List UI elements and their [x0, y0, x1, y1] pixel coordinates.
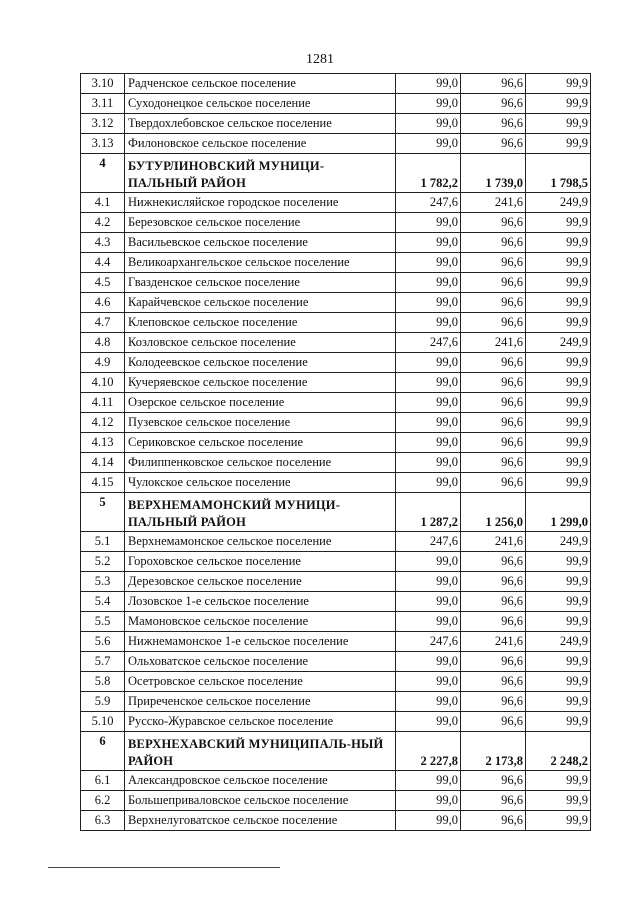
value-col-1: 1 287,2 [396, 493, 461, 532]
row-name: Васильевское сельское поселение [125, 233, 396, 253]
row-number: 5.6 [81, 632, 125, 652]
value-col-1: 247,6 [396, 532, 461, 552]
table-row [81, 811, 591, 831]
value-col-2: 96,6 [461, 74, 526, 94]
value-col-3: 99,9 [526, 612, 591, 632]
row-name: Клеповское сельское поселение [125, 313, 396, 333]
value-col-2: 96,6 [461, 672, 526, 692]
value-col-3: 99,9 [526, 233, 591, 253]
footer-divider [48, 867, 280, 868]
value-col-2: 96,6 [461, 393, 526, 413]
row-number: 4.8 [81, 333, 125, 353]
row-number: 4.14 [81, 453, 125, 473]
table-row [81, 552, 591, 572]
value-col-1: 99,0 [396, 273, 461, 293]
row-name: Русско-Журавское сельское поселение [125, 712, 396, 732]
value-col-1: 99,0 [396, 134, 461, 154]
table-row [81, 393, 591, 413]
value-col-1: 247,6 [396, 193, 461, 213]
row-number: 5.8 [81, 672, 125, 692]
row-number: 4.11 [81, 393, 125, 413]
value-col-2: 96,6 [461, 692, 526, 712]
row-name: Дерезовское сельское поселение [125, 572, 396, 592]
value-col-1: 99,0 [396, 791, 461, 811]
value-col-1: 99,0 [396, 313, 461, 333]
row-number: 4.1 [81, 193, 125, 213]
table-row [81, 114, 591, 134]
row-name: ВЕРХНЕМАМОНСКИЙ МУНИЦИ-ПАЛЬНЫЙ РАЙОН [125, 493, 396, 532]
value-col-1: 99,0 [396, 572, 461, 592]
value-col-1: 99,0 [396, 473, 461, 493]
table-body [81, 74, 591, 831]
district-row [81, 732, 591, 771]
value-col-1: 99,0 [396, 94, 461, 114]
value-col-2: 2 173,8 [461, 732, 526, 771]
table-row [81, 353, 591, 373]
row-number: 4.12 [81, 413, 125, 433]
value-col-1: 99,0 [396, 233, 461, 253]
value-col-3: 1 299,0 [526, 493, 591, 532]
row-number: 5 [81, 493, 125, 532]
value-col-1: 99,0 [396, 552, 461, 572]
value-col-1: 99,0 [396, 712, 461, 732]
value-col-1: 2 227,8 [396, 732, 461, 771]
value-col-2: 96,6 [461, 293, 526, 313]
value-col-3: 99,9 [526, 293, 591, 313]
table-row [81, 373, 591, 393]
value-col-2: 241,6 [461, 632, 526, 652]
value-col-2: 96,6 [461, 94, 526, 114]
value-col-3: 99,9 [526, 114, 591, 134]
value-col-3: 99,9 [526, 433, 591, 453]
table-row [81, 791, 591, 811]
value-col-1: 99,0 [396, 373, 461, 393]
row-name: Карайчевское сельское поселение [125, 293, 396, 313]
row-name: Великоархангельское сельское поселение [125, 253, 396, 273]
table-row [81, 652, 591, 672]
value-col-2: 96,6 [461, 114, 526, 134]
table-row [81, 771, 591, 791]
row-name: Гороховское сельское поселение [125, 552, 396, 572]
value-col-1: 99,0 [396, 612, 461, 632]
table-row [81, 632, 591, 652]
value-col-3: 99,9 [526, 393, 591, 413]
row-number: 4.3 [81, 233, 125, 253]
value-col-3: 99,9 [526, 473, 591, 493]
row-name: Лозовское 1-е сельское поселение [125, 592, 396, 612]
table-row [81, 134, 591, 154]
row-number: 5.1 [81, 532, 125, 552]
row-name: Суходонецкое сельское поселение [125, 94, 396, 114]
value-col-2: 96,6 [461, 233, 526, 253]
row-number: 4.7 [81, 313, 125, 333]
table-row [81, 193, 591, 213]
value-col-2: 96,6 [461, 134, 526, 154]
table-row [81, 473, 591, 493]
value-col-2: 96,6 [461, 572, 526, 592]
value-col-3: 99,9 [526, 712, 591, 732]
row-number: 4.9 [81, 353, 125, 373]
table-row [81, 572, 591, 592]
row-number: 5.7 [81, 652, 125, 672]
value-col-3: 99,9 [526, 692, 591, 712]
row-name: Твердохлебовское сельское поселение [125, 114, 396, 134]
row-name: Сериковское сельское поселение [125, 433, 396, 453]
row-number: 5.10 [81, 712, 125, 732]
row-name: ВЕРХНЕХАВСКИЙ МУНИЦИПАЛЬ-НЫЙ РАЙОН [125, 732, 396, 771]
row-number: 4.15 [81, 473, 125, 493]
table-row [81, 433, 591, 453]
table-row [81, 253, 591, 273]
value-col-3: 99,9 [526, 592, 591, 612]
value-col-2: 96,6 [461, 253, 526, 273]
table-row [81, 273, 591, 293]
value-col-1: 99,0 [396, 771, 461, 791]
district-row [81, 493, 591, 532]
row-name: Березовское сельское поселение [125, 213, 396, 233]
table-row [81, 233, 591, 253]
value-col-2: 96,6 [461, 433, 526, 453]
value-col-1: 99,0 [396, 453, 461, 473]
value-col-2: 96,6 [461, 592, 526, 612]
value-col-2: 96,6 [461, 712, 526, 732]
table-row [81, 293, 591, 313]
value-col-1: 99,0 [396, 652, 461, 672]
value-col-3: 99,9 [526, 373, 591, 393]
value-col-1: 99,0 [396, 74, 461, 94]
row-name: БУТУРЛИНОВСКИЙ МУНИЦИ-ПАЛЬНЫЙ РАЙОН [125, 154, 396, 193]
value-col-3: 2 248,2 [526, 732, 591, 771]
value-col-1: 99,0 [396, 213, 461, 233]
value-col-3: 249,9 [526, 333, 591, 353]
table-row [81, 692, 591, 712]
row-number: 5.5 [81, 612, 125, 632]
row-name: Нижнекисляйское городское поселение [125, 193, 396, 213]
value-col-1: 99,0 [396, 293, 461, 313]
value-col-1: 1 782,2 [396, 154, 461, 193]
value-col-1: 99,0 [396, 353, 461, 373]
value-col-2: 96,6 [461, 213, 526, 233]
page-number: 1281 [306, 52, 334, 67]
value-col-2: 96,6 [461, 771, 526, 791]
row-number: 6 [81, 732, 125, 771]
value-col-2: 96,6 [461, 453, 526, 473]
value-col-3: 99,9 [526, 672, 591, 692]
row-name: Пузевское сельское поселение [125, 413, 396, 433]
value-col-1: 99,0 [396, 672, 461, 692]
value-col-2: 1 256,0 [461, 493, 526, 532]
value-col-1: 247,6 [396, 632, 461, 652]
value-col-1: 99,0 [396, 413, 461, 433]
value-col-3: 99,9 [526, 771, 591, 791]
value-col-2: 1 739,0 [461, 154, 526, 193]
table-row [81, 532, 591, 552]
value-col-1: 99,0 [396, 114, 461, 134]
table-row [81, 453, 591, 473]
row-number: 5.4 [81, 592, 125, 612]
row-number: 4.10 [81, 373, 125, 393]
value-col-3: 99,9 [526, 273, 591, 293]
table-row [81, 672, 591, 692]
value-col-1: 99,0 [396, 692, 461, 712]
row-number: 6.2 [81, 791, 125, 811]
value-col-2: 96,6 [461, 353, 526, 373]
row-name: Большеприваловское сельское поселение [125, 791, 396, 811]
row-number: 5.3 [81, 572, 125, 592]
row-number: 4.13 [81, 433, 125, 453]
table-row [81, 74, 591, 94]
value-col-3: 99,9 [526, 652, 591, 672]
table-row [81, 94, 591, 114]
row-name: Мамоновское сельское поселение [125, 612, 396, 632]
value-col-2: 96,6 [461, 612, 526, 632]
value-col-3: 99,9 [526, 413, 591, 433]
row-number: 3.13 [81, 134, 125, 154]
value-col-3: 99,9 [526, 811, 591, 831]
row-number: 3.11 [81, 94, 125, 114]
row-number: 3.10 [81, 74, 125, 94]
value-col-2: 96,6 [461, 273, 526, 293]
table-row [81, 712, 591, 732]
row-name: Верхнелуговатское сельское поселение [125, 811, 396, 831]
row-name: Гвазденское сельское поселение [125, 273, 396, 293]
row-name: Озерское сельское поселение [125, 393, 396, 413]
row-number: 5.9 [81, 692, 125, 712]
value-col-3: 99,9 [526, 213, 591, 233]
row-name: Кучеряевское сельское поселение [125, 373, 396, 393]
value-col-3: 99,9 [526, 353, 591, 373]
value-col-3: 99,9 [526, 94, 591, 114]
district-row [81, 154, 591, 193]
budget-table [80, 73, 591, 831]
value-col-2: 96,6 [461, 791, 526, 811]
value-col-3: 249,9 [526, 632, 591, 652]
row-number: 4.2 [81, 213, 125, 233]
value-col-3: 1 798,5 [526, 154, 591, 193]
row-name: Ольховатское сельское поселение [125, 652, 396, 672]
value-col-3: 99,9 [526, 74, 591, 94]
row-name: Верхнемамонское сельское поселение [125, 532, 396, 552]
row-name: Александровское сельское поселение [125, 771, 396, 791]
row-number: 4.4 [81, 253, 125, 273]
table-row [81, 313, 591, 333]
table-row [81, 333, 591, 353]
value-col-1: 99,0 [396, 393, 461, 413]
value-col-3: 99,9 [526, 453, 591, 473]
row-number: 4 [81, 154, 125, 193]
value-col-2: 241,6 [461, 193, 526, 213]
value-col-3: 99,9 [526, 552, 591, 572]
table-row [81, 592, 591, 612]
row-number: 3.12 [81, 114, 125, 134]
value-col-1: 99,0 [396, 811, 461, 831]
value-col-3: 99,9 [526, 134, 591, 154]
value-col-1: 247,6 [396, 333, 461, 353]
value-col-3: 99,9 [526, 253, 591, 273]
value-col-2: 96,6 [461, 373, 526, 393]
row-number: 6.3 [81, 811, 125, 831]
value-col-3: 99,9 [526, 791, 591, 811]
row-name: Осетровское сельское поселение [125, 672, 396, 692]
value-col-2: 96,6 [461, 413, 526, 433]
value-col-1: 99,0 [396, 253, 461, 273]
table-row [81, 413, 591, 433]
row-number: 4.6 [81, 293, 125, 313]
value-col-3: 249,9 [526, 532, 591, 552]
value-col-2: 241,6 [461, 532, 526, 552]
value-col-2: 96,6 [461, 552, 526, 572]
row-name: Радченское сельское поселение [125, 74, 396, 94]
value-col-2: 96,6 [461, 811, 526, 831]
value-col-3: 99,9 [526, 572, 591, 592]
table-row [81, 612, 591, 632]
value-col-2: 96,6 [461, 652, 526, 672]
row-number: 6.1 [81, 771, 125, 791]
row-name: Чулокское сельское поселение [125, 473, 396, 493]
value-col-2: 96,6 [461, 473, 526, 493]
row-name: Филоновское сельское поселение [125, 134, 396, 154]
value-col-2: 96,6 [461, 313, 526, 333]
row-number: 4.5 [81, 273, 125, 293]
row-name: Филиппенковское сельское поселение [125, 453, 396, 473]
value-col-3: 249,9 [526, 193, 591, 213]
value-col-1: 99,0 [396, 592, 461, 612]
value-col-2: 241,6 [461, 333, 526, 353]
value-col-3: 99,9 [526, 313, 591, 333]
row-number: 5.2 [81, 552, 125, 572]
table-row [81, 213, 591, 233]
row-name: Приреченское сельское поселение [125, 692, 396, 712]
value-col-1: 99,0 [396, 433, 461, 453]
row-name: Колодеевское сельское поселение [125, 353, 396, 373]
row-name: Козловское сельское поселение [125, 333, 396, 353]
row-name: Нижнемамонское 1-е сельское поселение [125, 632, 396, 652]
